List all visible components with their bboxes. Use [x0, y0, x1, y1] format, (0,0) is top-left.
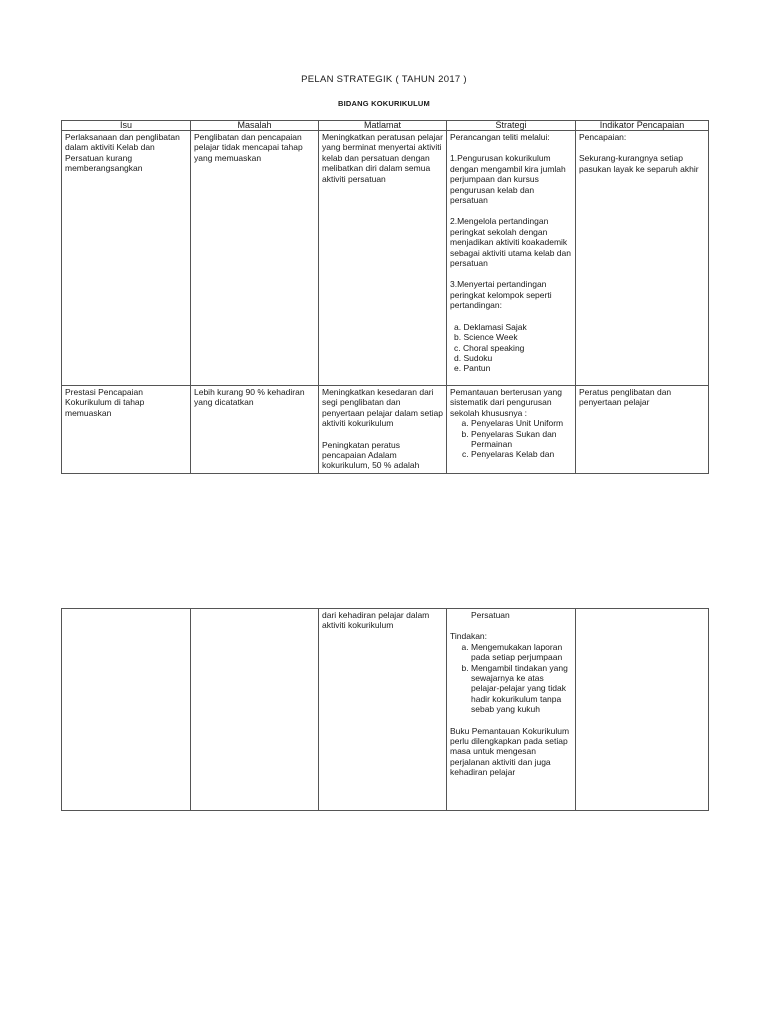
competition-list	[450, 322, 572, 374]
cell-indikator	[576, 131, 709, 386]
list-item: d. Sudoku	[454, 352, 493, 363]
table-row	[62, 609, 709, 811]
table-row	[62, 386, 709, 474]
indikator-label: Pencapaian:	[579, 132, 627, 142]
buku-pemantauan-text: Buku Pemantauan Kokurikulum perlu dilengkapkan pada setiap masa untuk mengesan perjalanan aktiviti dan juga kehadiran pelajar	[450, 725, 570, 778]
cell-masalah: Lebih kurang 90 % kehadiran yang dicatatkan	[191, 386, 319, 474]
strategi-intro: Pemantauan berterusan yang sistematik dari pengurusan sekolah khususnya :	[450, 387, 562, 418]
document-subtitle: BIDANG KOKURIKULUM	[338, 99, 430, 108]
table-row	[62, 131, 709, 386]
list-item: a. Deklamasi Sajak	[454, 321, 527, 332]
cell-masalah	[191, 609, 319, 811]
strategi-point-1: 1.Pengurusan kokurikulum dengan mengambil kira jumlah perjumpaan dan kursus pengurusan kelab dan persatuan	[450, 153, 566, 206]
matlamat-point-2: Peningkatan peratus pencapaian Adalam kokurikulum, 50 % adalah	[322, 439, 420, 471]
cell-indikator: Peratus penglibatan dan penyertaan pelajar	[576, 386, 709, 474]
list-item: a. Penyelaras Unit Uniform	[471, 418, 572, 428]
tindakan-label: Tindakan:	[450, 631, 488, 642]
cell-matlamat	[319, 386, 447, 474]
cell-strategi	[447, 131, 576, 386]
indikator-text: Sekurang-kurangnya setiap pasukan layak ke separuh akhir	[579, 153, 699, 174]
cell-strategi	[447, 386, 576, 474]
header-isu: Isu	[62, 121, 191, 131]
strategic-plan-table-continued	[61, 608, 709, 811]
list-item: c. Penyelaras Kelab dan	[471, 449, 572, 459]
cell-isu: Perlaksanaan dan penglibatan dalam aktiviti Kelab dan Persatuan kurang memberangsangkan	[62, 131, 191, 386]
coordinator-list	[450, 418, 572, 460]
tindakan-list	[450, 642, 572, 715]
header-strategi: Strategi	[447, 121, 576, 131]
table-header-row	[62, 121, 709, 131]
matlamat-point-1: Meningkatkan kesedaran dari segi penglibatan dan penyertaan pelajar dalam setiap aktiviti kokurikulum	[322, 387, 443, 429]
list-item: b. Penyelaras Sukan dan Permainan	[471, 429, 572, 450]
header-indikator: Indikator Pencapaian	[576, 121, 709, 131]
cell-matlamat: dari kehadiran pelajar dalam aktiviti kokurikulum	[319, 609, 447, 811]
strategi-point-3: 3.Menyertai pertandingan peringkat kelompok seperti pertandingan:	[450, 279, 552, 311]
list-item: c. Choral speaking	[454, 342, 525, 353]
list-item: b. Mengambil tindakan yang sewajarnya ke atas pelajar-pelajar yang tidak hadir kokurikulum tanpa sebab yang kukuh	[471, 663, 572, 715]
list-item: a. Mengemukakan laporan pada setiap perjumpaan	[471, 642, 572, 663]
list-item: e. Pantun	[454, 363, 491, 374]
list-item: b. Science Week	[454, 332, 518, 343]
strategi-continuation: Persatuan	[471, 610, 510, 620]
header-masalah: Masalah	[191, 121, 319, 131]
strategic-plan-table	[61, 120, 709, 474]
document-title: PELAN STRATEGIK ( TAHUN 2017 )	[301, 74, 467, 85]
cell-matlamat: Meningkatkan peratusan pelajar yang berminat menyertai aktiviti kelab dan persatuan dengan melibatkan diri dalam semua aktiviti persatuan	[319, 131, 447, 386]
strategi-intro: Perancangan teliti melalui:	[450, 132, 550, 142]
header-matlamat: Matlamat	[319, 121, 447, 131]
cell-isu	[62, 609, 191, 811]
cell-strategi	[447, 609, 576, 811]
strategi-point-2: 2.Mengelola pertandingan peringkat sekolah dengan menjadikan aktiviti koakademik sebagai aktiviti utama kelab dan persatuan	[450, 216, 571, 269]
cell-isu: Prestasi Pencapaian Kokurikulum di tahap memuaskan	[62, 386, 191, 474]
cell-indikator	[576, 609, 709, 811]
cell-masalah: Penglibatan dan pencapaian pelajar tidak mencapai tahap yang memuaskan	[191, 131, 319, 386]
